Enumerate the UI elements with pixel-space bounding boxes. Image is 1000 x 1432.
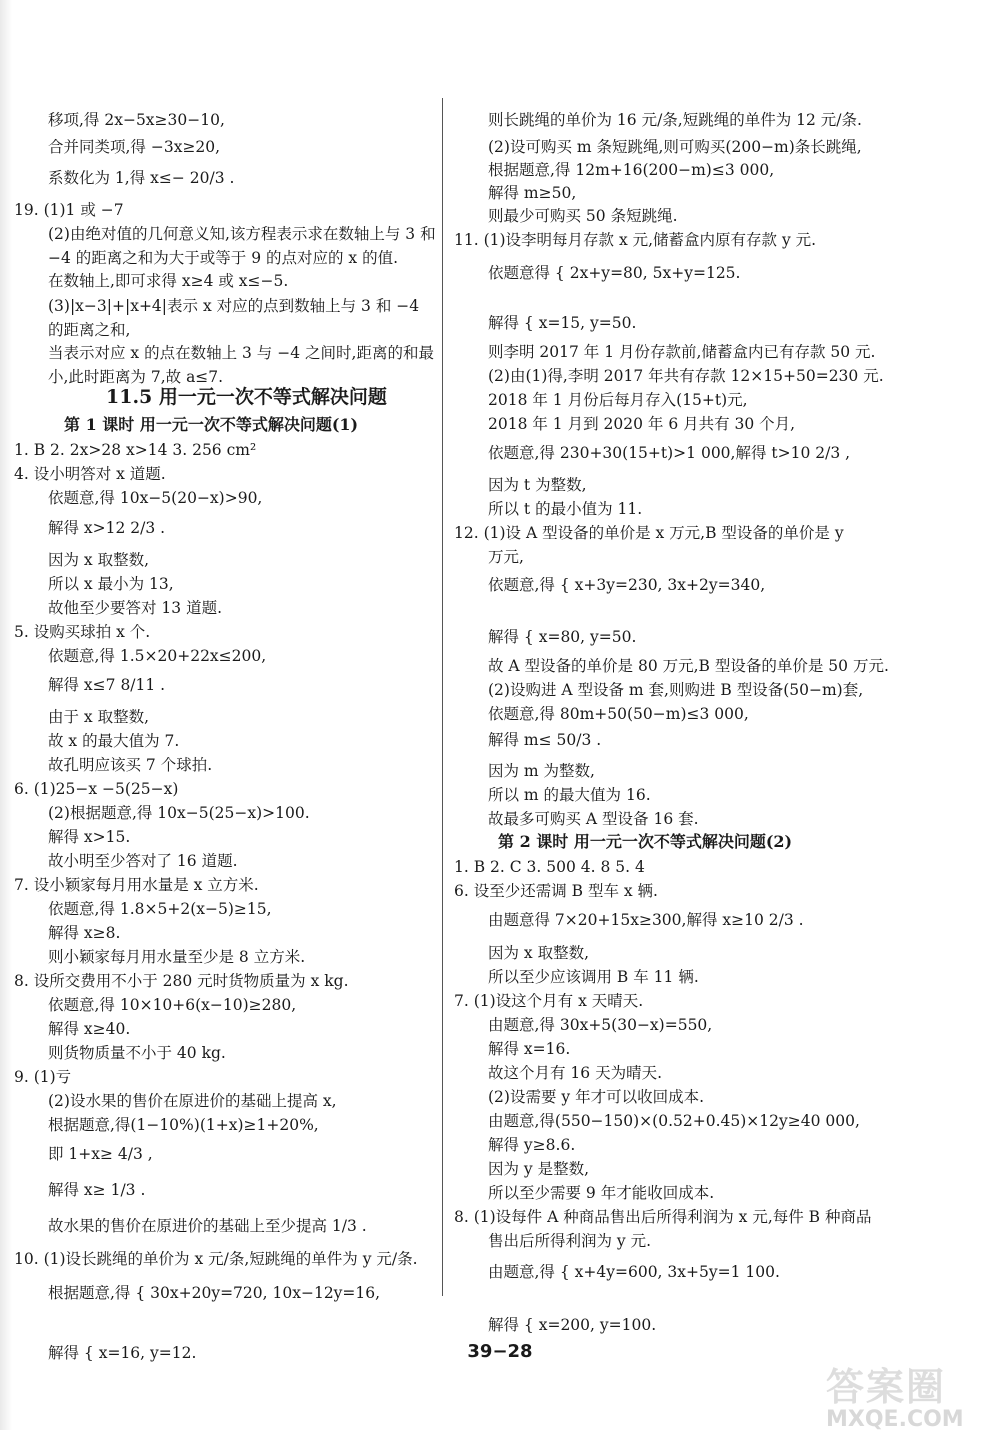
right-text-line: 11. (1)设李明每月存款 x 元,储蓄盒内原有存款 y 元.	[454, 231, 817, 249]
right-text-line: 由题意得 7×20+15x≥300,解得 x≥10 2/3 .	[488, 911, 804, 929]
left-text-line: 依题意,得 10×10+6(x−10)≥280,	[48, 996, 297, 1014]
right-text-line: 根据题意,得 12m+16(200−m)≤3 000,	[488, 161, 775, 179]
page-number: 39−28	[467, 1341, 533, 1362]
left-text-line: 故孔明应该买 7 个球拍.	[48, 756, 213, 774]
right-text-line: 由题意,得 30x+5(30−x)=550,	[488, 1016, 713, 1034]
right-text-line: 所以 m 的最大值为 16.	[488, 786, 651, 804]
left-text-line: 8. 设所交费用不小于 280 元时货物质量为 x kg.	[14, 972, 349, 990]
left-text-line: 解得 { x=16, y=12.	[48, 1344, 197, 1362]
right-text-line: 依题意,得 { x+3y=230, 3x+2y=340,	[488, 576, 766, 594]
right-text-line: 所以至少应该调用 B 车 11 辆.	[488, 968, 699, 986]
right-text-line: (2)设需要 y 年才可以收回成本.	[488, 1088, 704, 1106]
left-text-line: (2)根据题意,得 10x−5(25−x)>100.	[48, 804, 310, 822]
left-text-line: 故小明至少答对了 16 道题.	[48, 852, 238, 870]
left-text-line: 根据题意,得 { 30x+20y=720, 10x−12y=16,	[48, 1284, 381, 1302]
left-text-line: 由于 x 取整数,	[48, 708, 150, 726]
left-text-line: 解得 x>15.	[48, 828, 131, 846]
right-text-line: 则最少可购买 50 条短跳绳.	[488, 207, 678, 225]
left-text-line: 解得 x>12 2/3 .	[48, 519, 166, 537]
left-text-line: 19. (1)1 或 −7	[14, 201, 124, 219]
left-text-line: 小,此时距离为 7,故 a≤7.	[48, 368, 224, 386]
left-text-line: 所以 x 最小为 13,	[48, 575, 174, 593]
right-text-line: 所以 t 的最小值为 11.	[488, 500, 643, 518]
left-text-line: 则货物质量不小于 40 kg.	[48, 1044, 226, 1062]
right-text-line: 则长跳绳的单价为 16 元/条,短跳绳的单件为 12 元/条.	[488, 111, 862, 129]
left-text-line: 11.5 用一元一次不等式解决问题	[106, 386, 387, 408]
right-text-line: 因为 y 是整数,	[488, 1160, 590, 1178]
right-text-line: 解得 x=16.	[488, 1040, 571, 1058]
left-text-line: 根据题意,得(1−10%)(1+x)≥1+20%,	[48, 1116, 319, 1134]
watermark-cn: 答案圈	[826, 1365, 947, 1409]
right-text-line: 故最多可购买 A 型设备 16 套.	[488, 810, 699, 828]
left-text-line: 故水果的售价在原进价的基础上至少提高 1/3 .	[48, 1217, 367, 1235]
right-text-line: 2018 年 1 月份后每月存入(15+t)元,	[488, 391, 748, 409]
left-text-line: 则小颖家每月用水量至少是 8 立方米.	[48, 948, 306, 966]
right-text-line: 故 A 型设备的单价是 80 万元,B 型设备的单价是 50 万元.	[488, 657, 889, 675]
right-text-line: (2)由(1)得,李明 2017 年共有存款 12×15+50=230 元.	[488, 367, 884, 385]
left-text-line: 依题意,得 1.5×20+22x≤200,	[48, 647, 267, 665]
right-text-line: 第 2 课时 用一元一次不等式解决问题(2)	[498, 832, 793, 851]
left-text-line: 的距离之和,	[48, 321, 131, 339]
left-text-line: −4 的距离之和为大于或等于 9 的点对应的 x 的值.	[48, 249, 399, 267]
left-text-line: (3)|x−3|+|x+4|表示 x 对应的点到数轴上与 3 和 −4	[48, 297, 420, 315]
right-text-line: 解得 { x=80, y=50.	[488, 628, 637, 646]
left-text-line: 依题意,得 10x−5(20−x)>90,	[48, 489, 263, 507]
left-text-line: (2)设水果的售价在原进价的基础上提高 x,	[48, 1092, 337, 1110]
left-text-line: 当表示对应 x 的点在数轴上 3 与 −4 之间时,距离的和最	[48, 344, 434, 362]
right-text-line: 依题意得 { 2x+y=80, 5x+y=125.	[488, 264, 741, 282]
left-text-line: 9. (1)亏	[14, 1068, 72, 1086]
right-text-line: 万元,	[488, 548, 524, 566]
left-text-line: 故他至少要答对 13 道题.	[48, 599, 223, 617]
left-text-line: 依题意,得 1.8×5+2(x−5)≥15,	[48, 900, 272, 918]
right-text-line: 解得 m≤ 50/3 .	[488, 731, 602, 749]
left-text-line: (2)由绝对值的几何意义知,该方程表示求在数轴上与 3 和	[48, 225, 436, 243]
right-text-line: 12. (1)设 A 型设备的单价是 x 万元,B 型设备的单价是 y	[454, 524, 844, 542]
right-text-line: 故这个月有 16 天为晴天.	[488, 1064, 663, 1082]
right-text-line: 解得 y≥8.6.	[488, 1136, 576, 1154]
right-text-line: 8. (1)设每件 A 种商品售出后所得利润为 x 元,每件 B 种商品	[454, 1208, 872, 1226]
right-text-line: 依题意,得 230+30(15+t)>1 000,解得 t>10 2/3 ,	[488, 444, 851, 462]
left-text-line: 解得 x≥ 1/3 .	[48, 1181, 146, 1199]
left-text-line: 合并同类项,得 −3x≥20,	[48, 138, 221, 156]
left-text-line: 1. B 2. 2x>28 x>14 3. 256 cm²	[14, 441, 257, 459]
left-text-line: 因为 x 取整数,	[48, 551, 150, 569]
left-text-line: 在数轴上,即可求得 x≥4 或 x≤−5.	[48, 272, 289, 290]
left-text-line: 6. (1)25−x −5(25−x)	[14, 780, 179, 798]
left-text-line: 第 1 课时 用一元一次不等式解决问题(1)	[64, 415, 359, 434]
left-text-line: 5. 设购买球拍 x 个.	[14, 623, 151, 641]
left-text-line: 解得 x≥8.	[48, 924, 121, 942]
left-text-line: 故 x 的最大值为 7.	[48, 732, 180, 750]
column-divider	[442, 98, 443, 1296]
right-text-line: 6. 设至少还需调 B 型车 x 辆.	[454, 882, 658, 900]
right-text-line: 依题意,得 80m+50(50−m)≤3 000,	[488, 705, 749, 723]
right-text-line: 由题意,得(550−150)×(0.52+0.45)×12y≥40 000,	[488, 1112, 860, 1130]
right-text-line: 7. (1)设这个月有 x 天晴天.	[454, 992, 644, 1010]
left-text-line: 即 1+x≥ 4/3 ,	[48, 1145, 153, 1163]
page-fold-shadow	[0, 0, 12, 1430]
left-text-line: 7. 设小颖家每月用水量是 x 立方米.	[14, 876, 259, 894]
left-text-line: 系数化为 1,得 x≤− 20/3 .	[48, 169, 235, 187]
left-text-line: 解得 x≥40.	[48, 1020, 131, 1038]
right-text-line: 解得 m≥50,	[488, 184, 577, 202]
right-text-line: 由题意,得 { x+4y=600, 3x+5y=1 100.	[488, 1263, 780, 1281]
right-text-line: 1. B 2. C 3. 500 4. 8 5. 4	[454, 858, 645, 876]
left-text-line: 4. 设小明答对 x 道题.	[14, 465, 166, 483]
right-text-line: 则李明 2017 年 1 月份存款前,储蓄盒内已有存款 50 元.	[488, 343, 876, 361]
right-text-line: 售出后所得利润为 y 元.	[488, 1232, 652, 1250]
right-text-line: (2)设购进 A 型设备 m 套,则购进 B 型设备(50−m)套,	[488, 681, 864, 699]
right-text-line: 2018 年 1 月到 2020 年 6 月共有 30 个月,	[488, 415, 796, 433]
right-text-line: 因为 x 取整数,	[488, 944, 590, 962]
left-text-line: 移项,得 2x−5x≥30−10,	[48, 111, 225, 129]
right-text-line: (2)设可购买 m 条短跳绳,则可购买(200−m)条长跳绳,	[488, 138, 862, 156]
watermark-logo	[826, 1356, 992, 1432]
right-text-line: 因为 t 为整数,	[488, 476, 587, 494]
left-text-line: 解得 x≤7 8/11 .	[48, 676, 166, 694]
right-text-line: 解得 { x=15, y=50.	[488, 314, 637, 332]
right-text-line: 所以至少需要 9 年才能收回成本.	[488, 1184, 715, 1202]
left-text-line: 10. (1)设长跳绳的单价为 x 元/条,短跳绳的单件为 y 元/条.	[14, 1250, 418, 1268]
right-text-line: 解得 { x=200, y=100.	[488, 1316, 657, 1334]
right-text-line: 因为 m 为整数,	[488, 762, 595, 780]
watermark-en: MXQE.COM	[826, 1407, 964, 1432]
